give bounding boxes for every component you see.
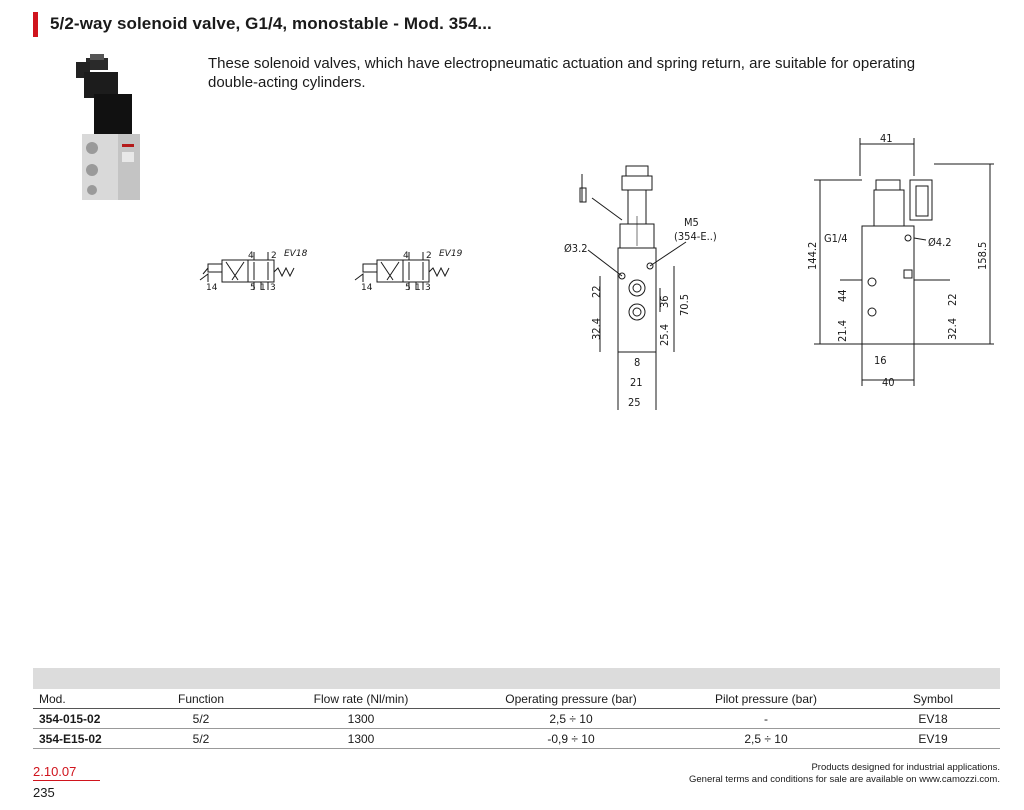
table-header-row <box>33 689 1000 709</box>
dim-25: 25 <box>628 396 641 409</box>
dim-32-4: 32.4 <box>590 317 603 340</box>
dim-22: 22 <box>946 293 959 306</box>
dim-port-g14: G1/4 <box>824 232 848 245</box>
product-table <box>33 668 1000 749</box>
product-photo <box>70 52 154 202</box>
footer-note-line1: Products designed for industrial applications. <box>811 762 1000 773</box>
dim-16: 16 <box>874 354 887 367</box>
cell-mod: 354-015-02 <box>33 709 156 729</box>
symbol-ev19-label: EV19 <box>439 249 463 259</box>
cell-flow-rate: 1300 <box>246 729 476 749</box>
port-3-label: 3 <box>425 283 431 293</box>
cell-pilot-pressure: 2,5 ÷ 10 <box>666 729 866 749</box>
cell-symbol: EV18 <box>866 709 1000 729</box>
dim-25-4: 25.4 <box>658 323 671 346</box>
dim-thread: M5 <box>684 216 699 229</box>
section-underline <box>33 780 100 781</box>
dim-32-4: 32.4 <box>946 317 959 340</box>
col-symbol: Symbol <box>866 689 1000 709</box>
dim-hole-diameter: Ø4.2 <box>928 236 952 249</box>
dim-hole-diameter: Ø3.2 <box>564 242 588 255</box>
port-5-label: 5 <box>250 283 256 293</box>
section-reference: 2.10.07 <box>33 764 77 779</box>
cell-flow-rate: 1300 <box>246 709 476 729</box>
port-14-label: 14 <box>206 283 218 293</box>
dim-144-2: 144.2 <box>806 241 819 270</box>
cell-mod: 354-E15-02 <box>33 729 156 749</box>
table-row <box>33 729 1000 749</box>
dim-40: 40 <box>882 376 895 389</box>
title-accent-bar <box>33 12 38 37</box>
page-title: 5/2-way solenoid valve, G1/4, monostable - Mod. 354... <box>50 14 492 33</box>
port-2-label: 2 <box>271 251 277 261</box>
cell-pilot-pressure: - <box>666 709 866 729</box>
cell-function: 5/2 <box>156 709 246 729</box>
dim-44: 44 <box>836 289 849 302</box>
cell-operating-pressure: -0,9 ÷ 10 <box>476 729 666 749</box>
port-4-label: 4 <box>248 251 254 261</box>
col-flow-rate: Flow rate (Nl/min) <box>246 689 476 709</box>
dim-thread-note: (354-E..) <box>674 230 717 243</box>
front-view-drawing <box>560 160 717 422</box>
page-number: 235 <box>33 785 55 800</box>
port-2-label: 2 <box>426 251 432 261</box>
symbol-ev18 <box>198 240 338 300</box>
cell-function: 5/2 <box>156 729 246 749</box>
dim-41: 41 <box>880 132 893 145</box>
dim-158-5: 158.5 <box>976 241 989 270</box>
dim-8: 8 <box>634 356 641 369</box>
dim-36: 36 <box>658 295 671 308</box>
dim-70-5: 70.5 <box>678 293 691 316</box>
port-4-label: 4 <box>403 251 409 261</box>
port-3-label: 3 <box>270 283 276 293</box>
col-function: Function <box>156 689 246 709</box>
port-5-label: 5 <box>405 283 411 293</box>
footer-note <box>689 762 1000 786</box>
port-1-label: 1 <box>415 283 421 293</box>
port-1-label: 1 <box>260 283 266 293</box>
col-pilot-pressure: Pilot pressure (bar) <box>666 689 866 709</box>
cell-operating-pressure: 2,5 ÷ 10 <box>476 709 666 729</box>
footer-note-line2: General terms and conditions for sale are available on www.camozzi.com. <box>688 774 1000 785</box>
table-header-band <box>33 668 1000 689</box>
dim-22: 22 <box>590 285 603 298</box>
col-operating-pressure: Operating pressure (bar) <box>476 689 666 709</box>
dim-21-4: 21.4 <box>836 319 849 342</box>
symbol-ev19 <box>353 240 493 300</box>
intro-text: These solenoid valves, which have electropneumatic actuation and spring return, are suitable for operating double-acting cylinders. <box>208 55 916 91</box>
side-view-drawing <box>790 130 1005 390</box>
col-mod: Mod. <box>33 689 156 709</box>
table-row <box>33 709 1000 729</box>
cell-symbol: EV19 <box>866 729 1000 749</box>
symbol-ev18-label: EV18 <box>284 249 308 259</box>
dim-21: 21 <box>630 376 643 389</box>
port-14-label: 14 <box>361 283 373 293</box>
